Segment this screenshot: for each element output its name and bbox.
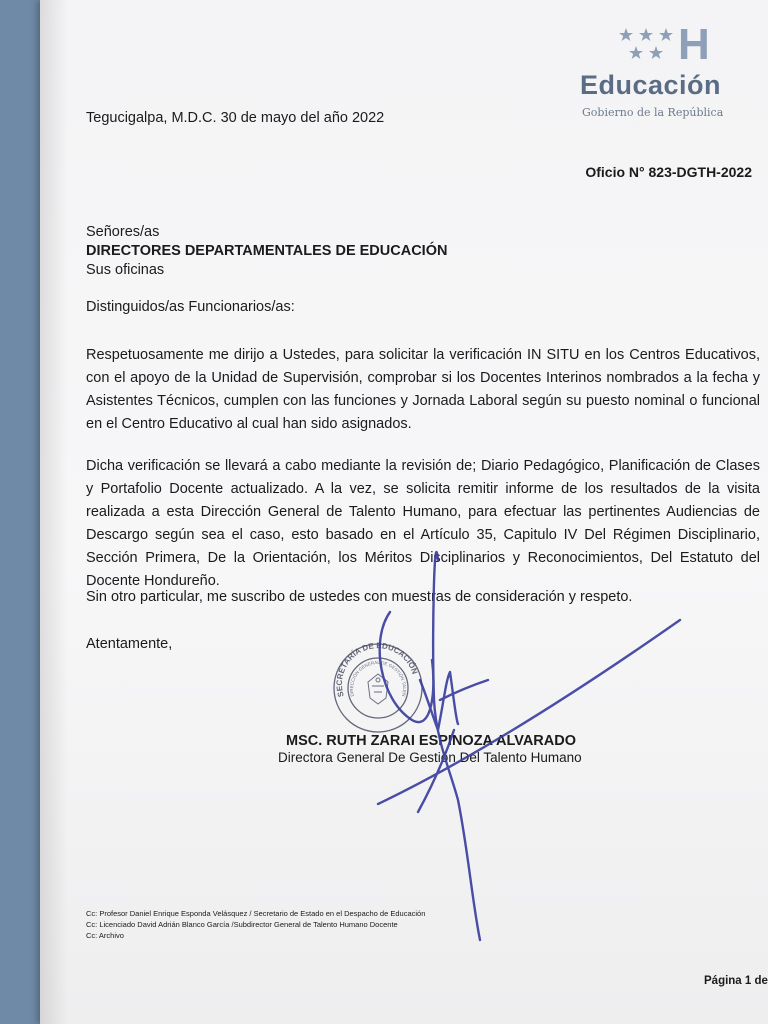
letter-page [40, 0, 768, 1024]
cc-line: Cc: Profesor Daniel Enrique Esponda Velásquez / Secretario de Estado en el Despacho de Educación [86, 909, 426, 918]
coat-of-arms-icon [368, 674, 388, 704]
logo-mark: H [678, 20, 709, 69]
closing-line: Sin otro particular, me suscribo de ustedes con muestras de consideración y respeto. [86, 589, 633, 605]
sign-off: Atentamente, [86, 636, 173, 652]
stamp-outer-text: SECRETARÍA DE EDUCACIÓN [334, 641, 420, 698]
body-paragraph: Respetuosamente me dirijo a Ustedes, para solicitar la verificación IN SITU en los Centros Educativos, con el apoyo de la Unidad de Supervisión, comprobar si los Docentes Interinos nombrados a la fecha y Asistentes Técnicos, cumplen con las funciones y Jornada Laboral según su puesto nominal o funcional en el Centro Educativo al cual han sido asignados. [86, 347, 760, 432]
page-number: Página 1 de [704, 975, 768, 987]
logo-title: Educación [580, 70, 722, 100]
signer-title: Directora General De Gestión Del Talento Humano [278, 750, 582, 765]
recipient-location: Sus oficinas [86, 262, 165, 278]
recipient-block [86, 223, 447, 280]
official-stamp [330, 640, 426, 736]
logo-subtitle: Gobierno de la República [582, 106, 724, 119]
body-paragraph: Dicha verificación se llevará a cabo mediante la revisión de; Diario Pedagógico, Planificación de Clases y Portafolio Docente actualizado. A la vez, se solicita remitir informe de los resultados de la visita realizada a esta Dirección General de Talento Humano, para efectuar las pertinentes Audiencias de Descargo según sea el caso, esto basado en el Artículo 35, Capitulo IV Del Régimen Disciplinario, Sección Primera, De la Orientación, los Méritos Disciplinarios y Reconocimientos, Del Estatuto del Docente Hondureño. [86, 458, 760, 589]
stars-icon [616, 26, 676, 66]
education-logo [580, 20, 768, 130]
date-line: Tegucigalpa, M.D.C. 30 de mayo del año 2022 [86, 110, 385, 126]
carbon-copy-list [86, 908, 425, 941]
recipient-name: DIRECTORES DEPARTAMENTALES DE EDUCACIÓN [86, 243, 448, 259]
cc-line: Cc: Archivo [86, 931, 124, 940]
reference-number: Oficio N° 823-DGTH-2022 [585, 164, 752, 180]
recipient-salutation: Señores/as [86, 224, 160, 240]
signer-name: MSC. RUTH ZARAI ESPINOZA ALVARADO [286, 733, 576, 749]
stamp-inner-text: DIRECCIÓN GENERAL DE GESTIÓN TALEN [348, 659, 408, 697]
cc-line: Cc: Licenciado David Adrián Blanco García /Subdirector General de Talento Humano Docente [86, 920, 398, 929]
greeting: Distinguidos/as Funcionarios/as: [86, 299, 295, 315]
